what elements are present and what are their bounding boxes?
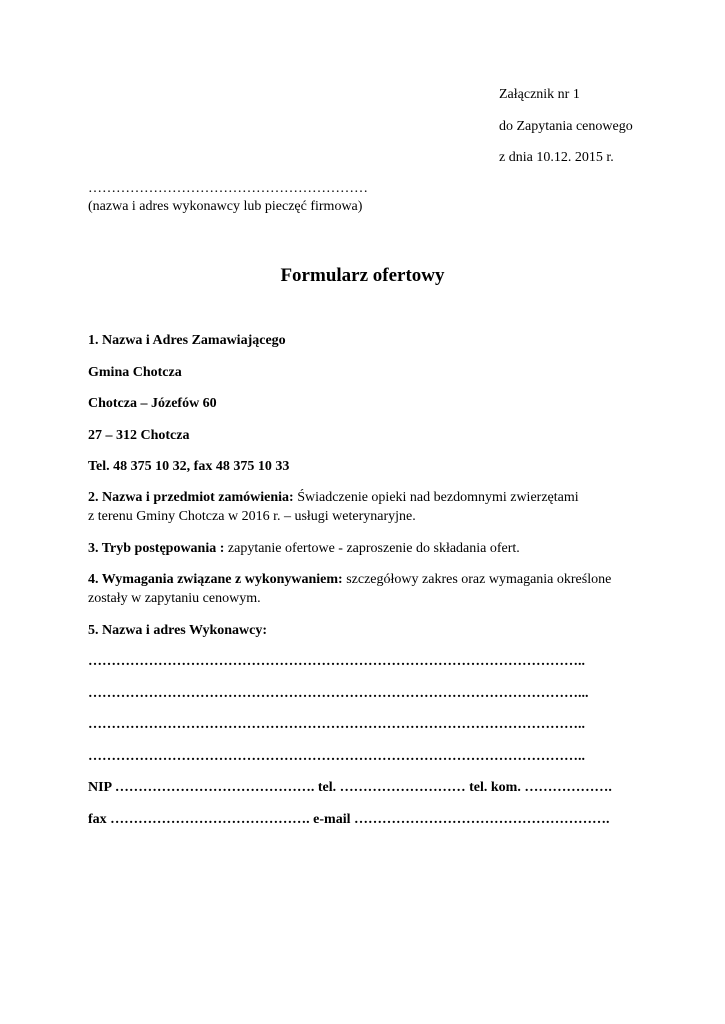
orderer-address: Chotcza – Józefów 60 [88,396,217,411]
attachment-number: Załącznik nr 1 [499,87,580,102]
section4-label: 4. Wymagania związane z wykonywaniem: [88,572,343,587]
section4-text-continued: zostały w zapytaniu cenowym. [88,591,261,606]
contractor-caption: (nazwa i adres wykonawcy lub pieczęć firmowa) [88,199,363,214]
section4-text: szczegółowy zakres oraz wymagania określone [342,572,612,587]
page-title: Formularz ofertowy [280,265,445,286]
section1-heading: 1. Nazwa i Adres Zamawiającego [88,333,286,348]
contractor-dotted-line: …………………………………………………… [88,181,368,196]
orderer-postal: 27 – 312 Chotcza [88,428,190,443]
section3-label: 3. Tryb postępowania : [88,541,225,556]
attachment-reference: do Zapytania cenowego [499,119,633,134]
section5-heading: 5. Nazwa i adres Wykonawcy: [88,623,268,638]
section2-text: Świadczenie opieki nad bezdomnymi zwierzętami [293,490,579,505]
orderer-name: Gmina Chotcza [88,365,182,380]
attachment-date: z dnia 10.12. 2015 r. [499,150,614,165]
contractor-fill-line[interactable]: …………………………………………………………………………………………….. [88,717,585,732]
contractor-fill-line[interactable]: …………………………………………………………………………………………….. [88,749,585,764]
fax-email-line[interactable]: fax ……………………………………. e-mail ………………………………………………. [88,812,610,827]
section3-text: zapytanie ofertowe - zaproszenie do składania ofert. [224,541,520,556]
section3-line [88,540,520,558]
section2-text-continued: z terenu Gminy Chotcza w 2016 r. – usługi weterynaryjne. [88,509,416,524]
section2-label: 2. Nazwa i przedmiot zamówienia: [88,490,294,505]
orderer-phone: Tel. 48 375 10 32, fax 48 375 10 33 [88,459,290,474]
section4-line1 [88,571,611,589]
contractor-fill-line[interactable]: …………………………………………………………………………………………….. [88,654,585,669]
contractor-fill-line[interactable]: ……………………………………………………………………………………………... [88,686,589,701]
nip-phone-line[interactable]: NIP ……………………………………. tel. ……………………… tel. kom. ………………. [88,780,612,795]
section2-line1 [88,489,579,507]
